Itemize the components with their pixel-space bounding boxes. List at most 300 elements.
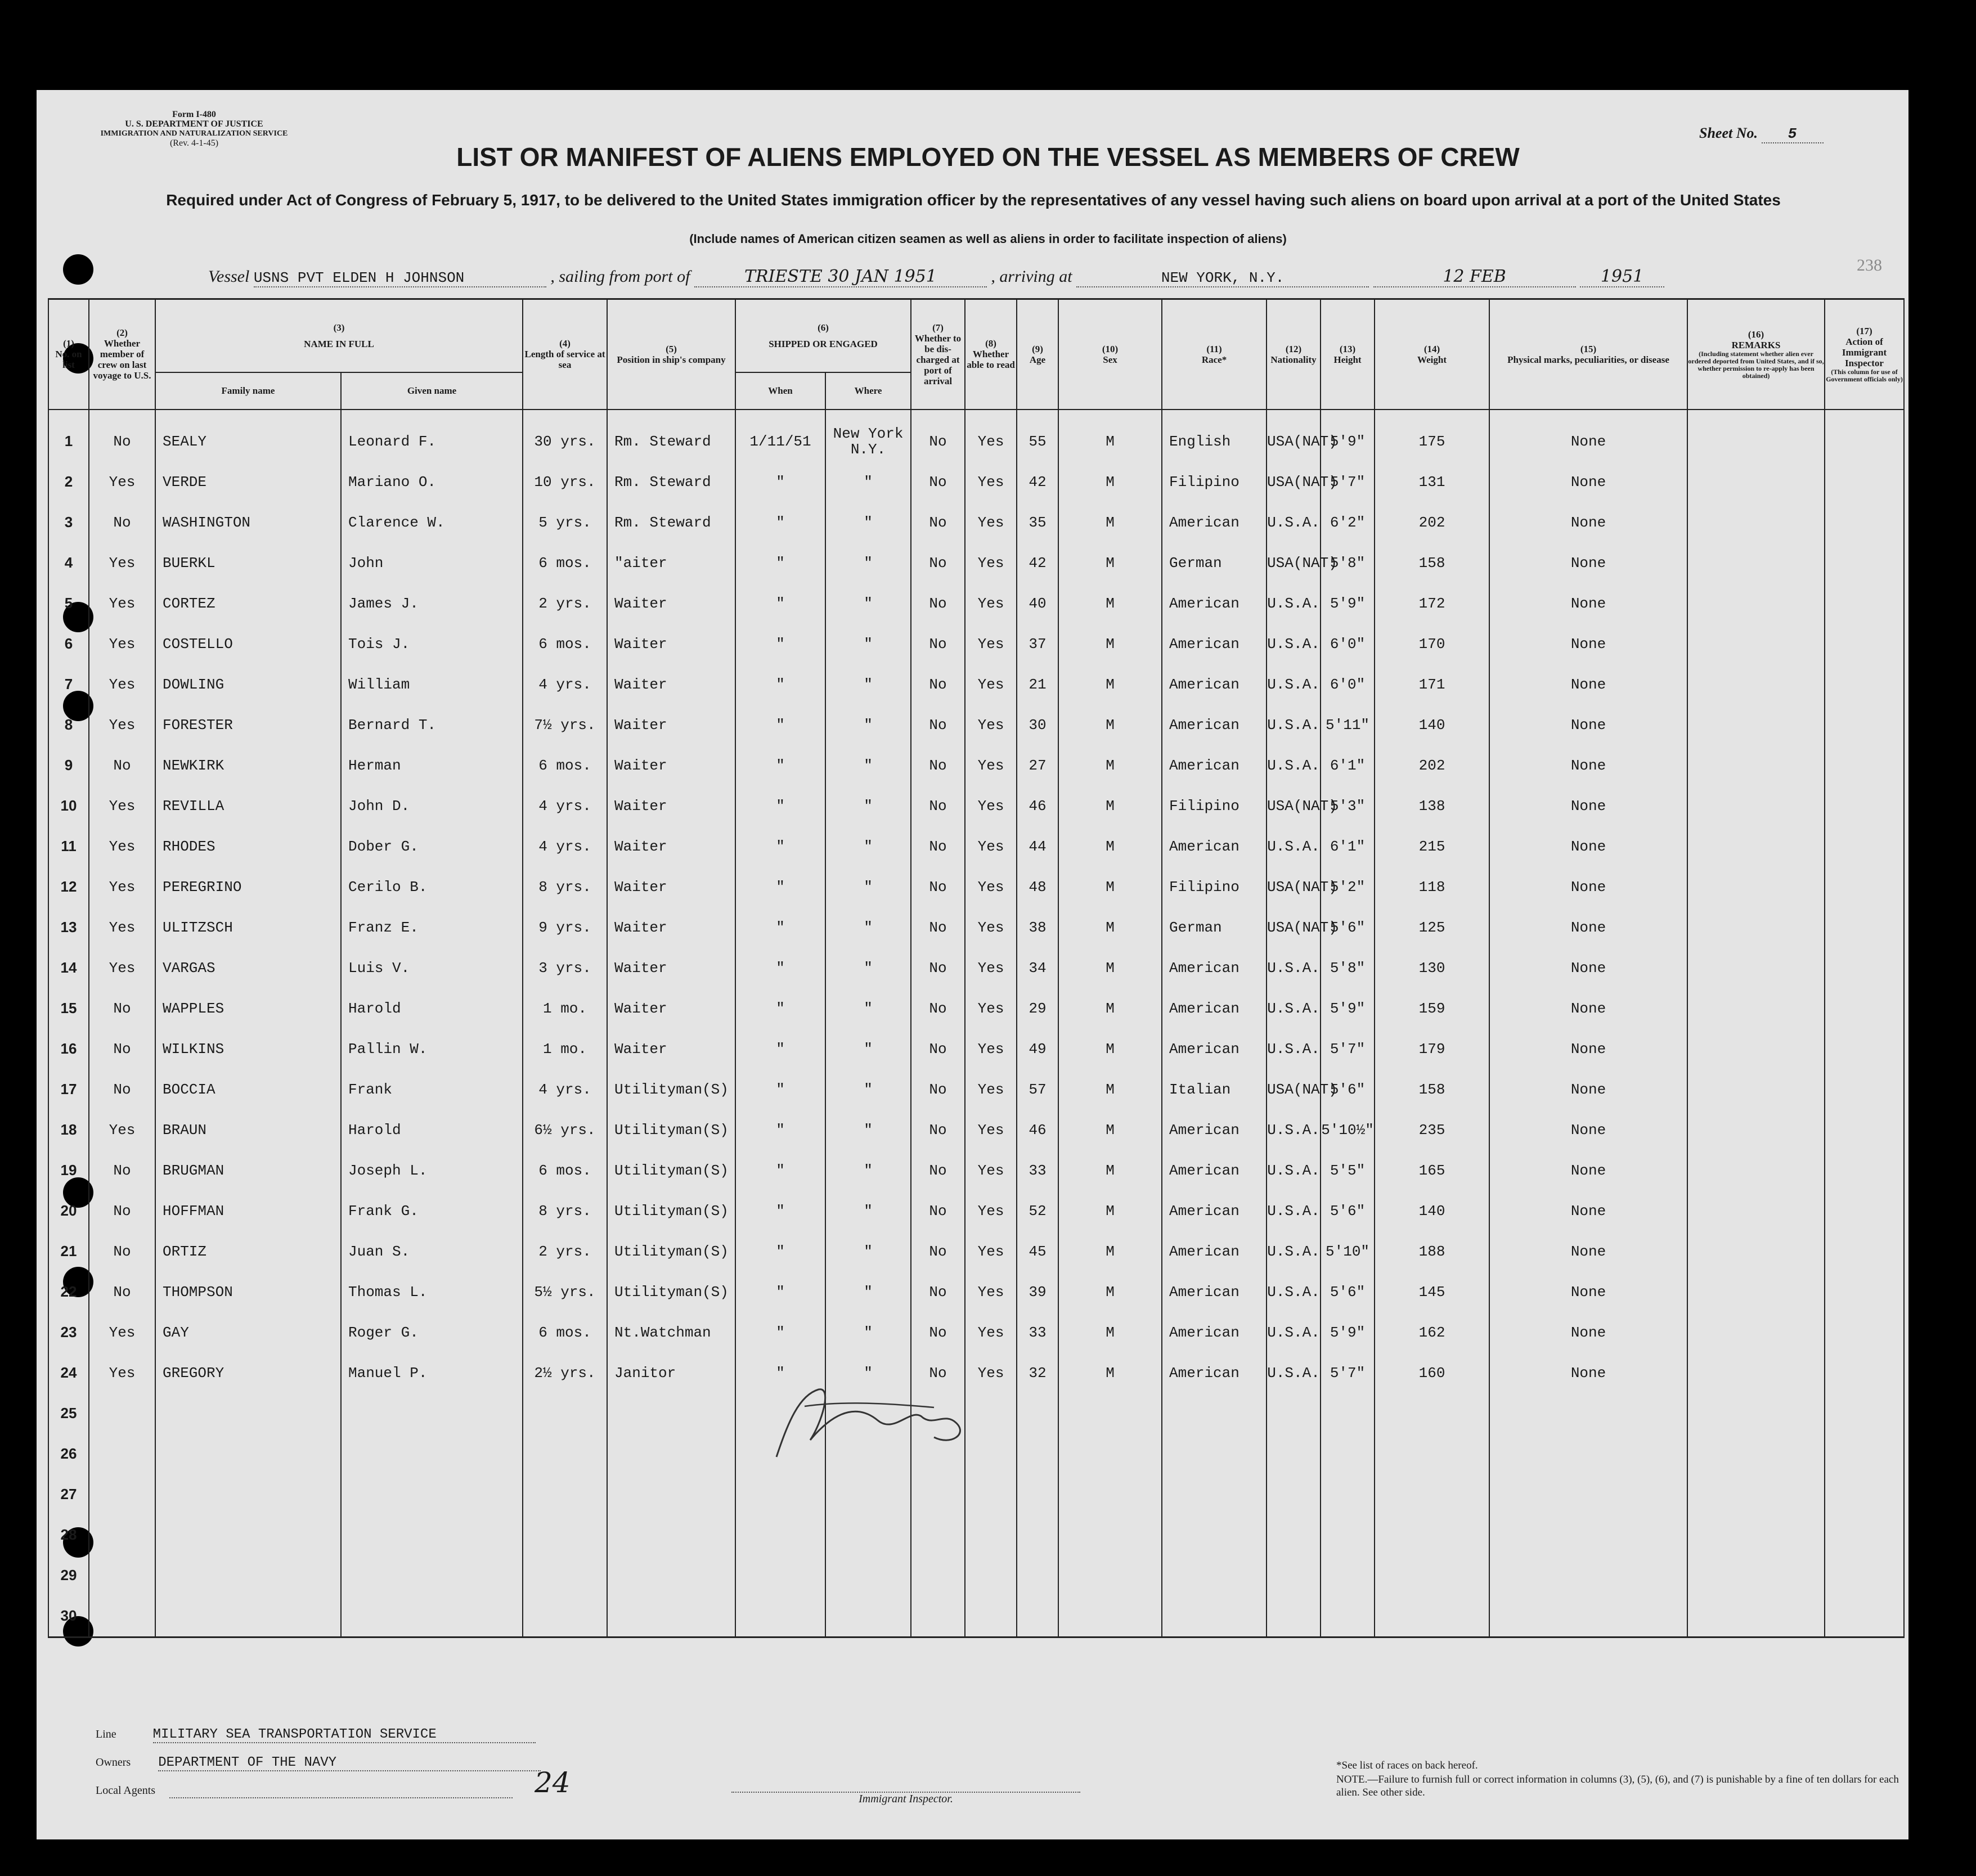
inspector-action-cell bbox=[1825, 543, 1904, 583]
weight-cell: 159 bbox=[1375, 988, 1489, 1029]
position-cell: Nt.Watchman bbox=[607, 1312, 735, 1353]
line-number-cell: 2 bbox=[48, 462, 89, 502]
given-name-cell: Thomas L. bbox=[341, 1272, 523, 1312]
col-header-nationality: (12) Nationality bbox=[1267, 299, 1321, 410]
sex-cell: M bbox=[1058, 867, 1162, 907]
col-header-sex: (10) Sex bbox=[1058, 299, 1162, 410]
family-name-cell: HOFFMAN bbox=[155, 1191, 341, 1231]
last-voyage-cell: No bbox=[89, 745, 155, 786]
col-header-given-name: Given name bbox=[341, 372, 523, 410]
last-voyage-cell: Yes bbox=[89, 705, 155, 745]
family-name-cell bbox=[155, 1393, 341, 1434]
shipped-where-cell: " bbox=[825, 583, 911, 624]
physical-marks-cell: None bbox=[1489, 1150, 1687, 1191]
family-name-cell: WASHINGTON bbox=[155, 502, 341, 543]
position-cell: Rm. Steward bbox=[607, 502, 735, 543]
inspector-action-cell bbox=[1825, 410, 1904, 462]
length-of-service-cell: 4 yrs. bbox=[523, 664, 607, 705]
weight-cell: 202 bbox=[1375, 502, 1489, 543]
owners-value: DEPARTMENT OF THE NAVY bbox=[158, 1755, 541, 1771]
shipped-when-cell: " bbox=[735, 1231, 825, 1272]
last-voyage-cell: Yes bbox=[89, 1312, 155, 1353]
inspector-action-cell bbox=[1825, 867, 1904, 907]
remarks-cell bbox=[1687, 907, 1825, 948]
remarks-cell bbox=[1687, 1555, 1825, 1596]
physical-marks-cell bbox=[1489, 1515, 1687, 1555]
shipped-when-cell: " bbox=[735, 745, 825, 786]
remarks-cell bbox=[1687, 1029, 1825, 1069]
sex-cell: M bbox=[1058, 624, 1162, 664]
sex-cell bbox=[1058, 1596, 1162, 1637]
able-to-read-cell: Yes bbox=[965, 543, 1017, 583]
length-of-service-cell: 2 yrs. bbox=[523, 1231, 607, 1272]
weight-cell: 160 bbox=[1375, 1353, 1489, 1393]
age-cell: 39 bbox=[1017, 1272, 1058, 1312]
family-name-cell bbox=[155, 1434, 341, 1474]
sex-cell: M bbox=[1058, 705, 1162, 745]
position-cell: Waiter bbox=[607, 1029, 735, 1069]
nationality-cell: U.S.A. bbox=[1267, 948, 1321, 988]
able-to-read-cell: Yes bbox=[965, 1231, 1017, 1272]
shipped-where-cell: " bbox=[825, 462, 911, 502]
shipped-when-cell: " bbox=[735, 624, 825, 664]
length-of-service-cell: 6 mos. bbox=[523, 745, 607, 786]
able-to-read-cell: Yes bbox=[965, 907, 1017, 948]
shipped-when-cell: " bbox=[735, 826, 825, 867]
inspector-action-cell bbox=[1825, 1231, 1904, 1272]
col-header-weight: (14) Weight bbox=[1375, 299, 1489, 410]
col-header-position: (5) Position in ship's company bbox=[607, 299, 735, 410]
col-header-marks: (15) Physical marks, peculiarities, or disease bbox=[1489, 299, 1687, 410]
height-cell: 5'7" bbox=[1321, 462, 1375, 502]
col-header-age: (9) Age bbox=[1017, 299, 1058, 410]
line-number-cell: 22 bbox=[48, 1272, 89, 1312]
inspector-action-cell bbox=[1825, 1515, 1904, 1555]
race-cell: American bbox=[1162, 705, 1267, 745]
nationality-cell: U.S.A. bbox=[1267, 1150, 1321, 1191]
shipped-where-cell: " bbox=[825, 624, 911, 664]
table-row bbox=[48, 1555, 1904, 1596]
shipped-when-cell: " bbox=[735, 988, 825, 1029]
last-voyage-cell: Yes bbox=[89, 948, 155, 988]
inspector-action-cell bbox=[1825, 462, 1904, 502]
age-cell: 35 bbox=[1017, 502, 1058, 543]
remarks-cell bbox=[1687, 1150, 1825, 1191]
remarks-cell bbox=[1687, 1596, 1825, 1637]
inspector-label: Immigrant Inspector. bbox=[859, 1793, 953, 1805]
position-cell bbox=[607, 1474, 735, 1515]
able-to-read-cell: Yes bbox=[965, 867, 1017, 907]
physical-marks-cell: None bbox=[1489, 624, 1687, 664]
shipped-where-cell: " bbox=[825, 664, 911, 705]
nationality-cell bbox=[1267, 1434, 1321, 1474]
discharged-cell: No bbox=[911, 1069, 965, 1110]
able-to-read-cell: Yes bbox=[965, 664, 1017, 705]
length-of-service-cell bbox=[523, 1515, 607, 1555]
sex-cell bbox=[1058, 1393, 1162, 1434]
last-voyage-cell: No bbox=[89, 410, 155, 462]
height-cell: 6'0" bbox=[1321, 624, 1375, 664]
able-to-read-cell: Yes bbox=[965, 1312, 1017, 1353]
height-cell: 5'10½" bbox=[1321, 1110, 1375, 1150]
shipped-when-cell bbox=[735, 1596, 825, 1637]
inspector-action-cell bbox=[1825, 502, 1904, 543]
remarks-cell bbox=[1687, 1434, 1825, 1474]
table-row bbox=[48, 1596, 1904, 1637]
length-of-service-cell: 10 yrs. bbox=[523, 462, 607, 502]
inspector-action-cell bbox=[1825, 1596, 1904, 1637]
height-cell: 5'6" bbox=[1321, 1069, 1375, 1110]
nationality-cell: U.S.A. bbox=[1267, 1029, 1321, 1069]
remarks-cell bbox=[1687, 1312, 1825, 1353]
given-name-cell bbox=[341, 1393, 523, 1434]
last-voyage-cell: Yes bbox=[89, 786, 155, 826]
weight-cell bbox=[1375, 1555, 1489, 1596]
sheet-label: Sheet No. bbox=[1699, 125, 1758, 141]
height-cell: 5'2" bbox=[1321, 867, 1375, 907]
length-of-service-cell bbox=[523, 1555, 607, 1596]
shipped-where-cell: New York N.Y. bbox=[825, 410, 911, 462]
position-cell bbox=[607, 1515, 735, 1555]
line-number-cell: 9 bbox=[48, 745, 89, 786]
remarks-cell bbox=[1687, 705, 1825, 745]
able-to-read-cell: Yes bbox=[965, 1353, 1017, 1393]
height-cell: 5'6" bbox=[1321, 1272, 1375, 1312]
family-name-cell: FORESTER bbox=[155, 705, 341, 745]
family-name-cell: ULITZSCH bbox=[155, 907, 341, 948]
family-name-cell: ORTIZ bbox=[155, 1231, 341, 1272]
remarks-cell bbox=[1687, 1272, 1825, 1312]
nationality-cell bbox=[1267, 1393, 1321, 1434]
sex-cell: M bbox=[1058, 745, 1162, 786]
line-label: Line bbox=[96, 1728, 116, 1740]
arrival-date: 12 FEB bbox=[1373, 267, 1576, 287]
age-cell bbox=[1017, 1393, 1058, 1434]
family-name-cell: COSTELLO bbox=[155, 624, 341, 664]
given-name-cell bbox=[341, 1555, 523, 1596]
subtitle: Required under Act of Congress of February 5, 1917, to be delivered to the United States immigration officer by the representatives of any vessel having such aliens on board upon arrival at a port of the United States bbox=[166, 191, 1781, 209]
nationality-cell: U.S.A. bbox=[1267, 502, 1321, 543]
family-name-cell: THOMPSON bbox=[155, 1272, 341, 1312]
given-name-cell: Mariano O. bbox=[341, 462, 523, 502]
sex-cell bbox=[1058, 1515, 1162, 1555]
line-number-cell: 15 bbox=[48, 988, 89, 1029]
table-row bbox=[48, 867, 1904, 907]
inspector-action-cell bbox=[1825, 1434, 1904, 1474]
given-name-cell: Joseph L. bbox=[341, 1150, 523, 1191]
weight-cell: 140 bbox=[1375, 1191, 1489, 1231]
table-row bbox=[48, 1150, 1904, 1191]
height-cell bbox=[1321, 1555, 1375, 1596]
line-number-cell: 14 bbox=[48, 948, 89, 988]
shipped-when-cell: " bbox=[735, 1191, 825, 1231]
nationality-cell: U.S.A. bbox=[1267, 1110, 1321, 1150]
sex-cell: M bbox=[1058, 988, 1162, 1029]
line-number-cell: 12 bbox=[48, 867, 89, 907]
physical-marks-cell: None bbox=[1489, 867, 1687, 907]
sex-cell: M bbox=[1058, 502, 1162, 543]
given-name-cell bbox=[341, 1474, 523, 1515]
race-cell: American bbox=[1162, 1029, 1267, 1069]
remarks-cell bbox=[1687, 745, 1825, 786]
position-cell: Waiter bbox=[607, 907, 735, 948]
shipped-when-cell: " bbox=[735, 462, 825, 502]
physical-marks-cell bbox=[1489, 1596, 1687, 1637]
inspector-line bbox=[731, 1780, 1080, 1793]
physical-marks-cell bbox=[1489, 1555, 1687, 1596]
weight-cell: 138 bbox=[1375, 786, 1489, 826]
age-cell: 34 bbox=[1017, 948, 1058, 988]
height-cell: 5'8" bbox=[1321, 543, 1375, 583]
line-number-cell: 11 bbox=[48, 826, 89, 867]
given-name-cell: Pallin W. bbox=[341, 1029, 523, 1069]
given-name-cell bbox=[341, 1434, 523, 1474]
page-title: LIST OR MANIFEST OF ALIENS EMPLOYED ON THE VESSEL AS MEMBERS OF CREW bbox=[456, 142, 1520, 172]
shipped-where-cell bbox=[825, 1555, 911, 1596]
length-of-service-cell: 9 yrs. bbox=[523, 907, 607, 948]
given-name-cell: Herman bbox=[341, 745, 523, 786]
remarks-cell bbox=[1687, 1353, 1825, 1393]
shipped-when-cell bbox=[735, 1555, 825, 1596]
race-cell: American bbox=[1162, 624, 1267, 664]
discharged-cell: No bbox=[911, 664, 965, 705]
weight-cell: 172 bbox=[1375, 583, 1489, 624]
physical-marks-cell: None bbox=[1489, 1312, 1687, 1353]
age-cell: 27 bbox=[1017, 745, 1058, 786]
race-cell: American bbox=[1162, 664, 1267, 705]
family-name-cell bbox=[155, 1515, 341, 1555]
physical-marks-cell: None bbox=[1489, 583, 1687, 624]
position-cell: Rm. Steward bbox=[607, 410, 735, 462]
discharged-cell: No bbox=[911, 826, 965, 867]
height-cell: 5'9" bbox=[1321, 410, 1375, 462]
physical-marks-cell: None bbox=[1489, 705, 1687, 745]
col-header-name: (3) NAME IN FULL bbox=[155, 299, 523, 372]
weight-cell: 165 bbox=[1375, 1150, 1489, 1191]
nationality-cell: USA(NAT) bbox=[1267, 1069, 1321, 1110]
line-number-cell: 26 bbox=[48, 1434, 89, 1474]
weight-cell: 202 bbox=[1375, 745, 1489, 786]
position-cell: Utilityman(S) bbox=[607, 1069, 735, 1110]
sex-cell: M bbox=[1058, 543, 1162, 583]
sheet-number bbox=[1699, 125, 1824, 143]
last-voyage-cell bbox=[89, 1393, 155, 1434]
remarks-cell bbox=[1687, 1515, 1825, 1555]
shipped-where-cell: " bbox=[825, 867, 911, 907]
age-cell bbox=[1017, 1555, 1058, 1596]
last-voyage-cell: No bbox=[89, 1231, 155, 1272]
col-header-remarks: (16) REMARKS (Including statement whether alien ever ordered deported from United States, and if so, whether permission to re-apply has been obtained) bbox=[1687, 299, 1825, 410]
nationality-cell: U.S.A. bbox=[1267, 705, 1321, 745]
length-of-service-cell bbox=[523, 1474, 607, 1515]
table-row bbox=[48, 907, 1904, 948]
age-cell: 21 bbox=[1017, 664, 1058, 705]
age-cell: 48 bbox=[1017, 867, 1058, 907]
remarks-cell bbox=[1687, 624, 1825, 664]
given-name-cell: Juan S. bbox=[341, 1231, 523, 1272]
last-voyage-cell: No bbox=[89, 1069, 155, 1110]
line-number-cell: 25 bbox=[48, 1393, 89, 1434]
nationality-cell: U.S.A. bbox=[1267, 1231, 1321, 1272]
length-of-service-cell: 4 yrs. bbox=[523, 1069, 607, 1110]
family-name-cell bbox=[155, 1596, 341, 1637]
remarks-cell bbox=[1687, 1069, 1825, 1110]
remarks-cell bbox=[1687, 1474, 1825, 1515]
height-cell: 5'6" bbox=[1321, 1191, 1375, 1231]
col-header-no: (1) No. on list bbox=[48, 299, 89, 410]
age-cell: 32 bbox=[1017, 1353, 1058, 1393]
inspector-action-cell bbox=[1825, 664, 1904, 705]
sailing-port: TRIESTE 30 JAN 1951 bbox=[694, 267, 987, 287]
age-cell bbox=[1017, 1474, 1058, 1515]
nationality-cell bbox=[1267, 1474, 1321, 1515]
weight-cell: 130 bbox=[1375, 948, 1489, 988]
line-number-cell: 28 bbox=[48, 1515, 89, 1555]
remarks-cell bbox=[1687, 543, 1825, 583]
sex-cell: M bbox=[1058, 1110, 1162, 1150]
inspector-action-cell bbox=[1825, 1191, 1904, 1231]
shipped-where-cell: " bbox=[825, 1029, 911, 1069]
weight-cell: 175 bbox=[1375, 410, 1489, 462]
length-of-service-cell: 4 yrs. bbox=[523, 826, 607, 867]
shipped-where-cell: " bbox=[825, 1110, 911, 1150]
service: IMMIGRATION AND NATURALIZATION SERVICE bbox=[100, 129, 288, 138]
given-name-cell: Luis V. bbox=[341, 948, 523, 988]
nationality-cell: U.S.A. bbox=[1267, 1353, 1321, 1393]
nationality-cell bbox=[1267, 1555, 1321, 1596]
table-row bbox=[48, 410, 1904, 462]
table-row bbox=[48, 583, 1904, 624]
length-of-service-cell bbox=[523, 1596, 607, 1637]
shipped-when-cell: " bbox=[735, 583, 825, 624]
sailing-label: , sailing from port of bbox=[550, 267, 690, 286]
physical-marks-cell: None bbox=[1489, 988, 1687, 1029]
table-row bbox=[48, 624, 1904, 664]
position-cell bbox=[607, 1393, 735, 1434]
discharged-cell: No bbox=[911, 786, 965, 826]
last-voyage-cell: Yes bbox=[89, 624, 155, 664]
line-number-cell: 16 bbox=[48, 1029, 89, 1069]
shipped-when-cell: " bbox=[735, 705, 825, 745]
sex-cell: M bbox=[1058, 1191, 1162, 1231]
weight-cell: 235 bbox=[1375, 1110, 1489, 1150]
age-cell: 55 bbox=[1017, 410, 1058, 462]
physical-marks-cell: None bbox=[1489, 1231, 1687, 1272]
inspector-action-cell bbox=[1825, 1150, 1904, 1191]
able-to-read-cell: Yes bbox=[965, 462, 1017, 502]
discharged-cell: No bbox=[911, 1029, 965, 1069]
able-to-read-cell: Yes bbox=[965, 624, 1017, 664]
length-of-service-cell: 6 mos. bbox=[523, 1150, 607, 1191]
position-cell: Utilityman(S) bbox=[607, 1150, 735, 1191]
table-row bbox=[48, 786, 1904, 826]
sex-cell: M bbox=[1058, 948, 1162, 988]
remarks-cell bbox=[1687, 664, 1825, 705]
given-name-cell: John D. bbox=[341, 786, 523, 826]
shipped-where-cell: " bbox=[825, 1191, 911, 1231]
age-cell: 37 bbox=[1017, 624, 1058, 664]
remarks-cell bbox=[1687, 786, 1825, 826]
sex-cell: M bbox=[1058, 1312, 1162, 1353]
weight-cell bbox=[1375, 1474, 1489, 1515]
last-voyage-cell bbox=[89, 1555, 155, 1596]
discharged-cell: No bbox=[911, 1272, 965, 1312]
given-name-cell: Frank bbox=[341, 1069, 523, 1110]
age-cell: 29 bbox=[1017, 988, 1058, 1029]
nationality-cell bbox=[1267, 1596, 1321, 1637]
height-cell: 5'7" bbox=[1321, 1353, 1375, 1393]
sex-cell bbox=[1058, 1474, 1162, 1515]
given-name-cell: Harold bbox=[341, 988, 523, 1029]
height-cell bbox=[1321, 1596, 1375, 1637]
able-to-read-cell: Yes bbox=[965, 786, 1017, 826]
length-of-service-cell: 2½ yrs. bbox=[523, 1353, 607, 1393]
nationality-cell: U.S.A. bbox=[1267, 1191, 1321, 1231]
inspector-action-cell bbox=[1825, 826, 1904, 867]
nationality-cell: USA(NAT) bbox=[1267, 786, 1321, 826]
race-cell: American bbox=[1162, 1191, 1267, 1231]
given-name-cell: Roger G. bbox=[341, 1312, 523, 1353]
remarks-cell bbox=[1687, 1231, 1825, 1272]
last-voyage-cell: Yes bbox=[89, 1353, 155, 1393]
age-cell bbox=[1017, 1596, 1058, 1637]
last-voyage-cell: No bbox=[89, 988, 155, 1029]
line-number-cell: 3 bbox=[48, 502, 89, 543]
able-to-read-cell bbox=[965, 1596, 1017, 1637]
position-cell: Waiter bbox=[607, 583, 735, 624]
position-cell: Waiter bbox=[607, 664, 735, 705]
able-to-read-cell: Yes bbox=[965, 705, 1017, 745]
inspector-action-cell bbox=[1825, 1312, 1904, 1353]
discharged-cell: No bbox=[911, 1150, 965, 1191]
last-voyage-cell: No bbox=[89, 1150, 155, 1191]
shipped-where-cell: " bbox=[825, 502, 911, 543]
age-cell: 42 bbox=[1017, 543, 1058, 583]
last-voyage-cell: Yes bbox=[89, 462, 155, 502]
race-cell: American bbox=[1162, 1312, 1267, 1353]
physical-marks-cell: None bbox=[1489, 502, 1687, 543]
position-cell: Utilityman(S) bbox=[607, 1272, 735, 1312]
position-cell: Waiter bbox=[607, 867, 735, 907]
race-cell: American bbox=[1162, 1272, 1267, 1312]
family-name-cell: BUERKL bbox=[155, 543, 341, 583]
physical-marks-cell: None bbox=[1489, 410, 1687, 462]
nationality-cell: USA(NAT) bbox=[1267, 867, 1321, 907]
table-row bbox=[48, 1272, 1904, 1312]
line-number-cell: 17 bbox=[48, 1069, 89, 1110]
race-cell bbox=[1162, 1434, 1267, 1474]
discharged-cell: No bbox=[911, 745, 965, 786]
length-of-service-cell: 6 mos. bbox=[523, 543, 607, 583]
sex-cell bbox=[1058, 1555, 1162, 1596]
physical-marks-cell: None bbox=[1489, 543, 1687, 583]
physical-marks-cell bbox=[1489, 1393, 1687, 1434]
table-row bbox=[48, 664, 1904, 705]
height-cell bbox=[1321, 1474, 1375, 1515]
family-name-cell: PEREGRINO bbox=[155, 867, 341, 907]
family-name-cell: WILKINS bbox=[155, 1029, 341, 1069]
arrival-year: 1951 bbox=[1580, 267, 1664, 287]
sex-cell: M bbox=[1058, 410, 1162, 462]
inspector-action-cell bbox=[1825, 1110, 1904, 1150]
shipped-where-cell: " bbox=[825, 786, 911, 826]
race-cell: American bbox=[1162, 948, 1267, 988]
col-header-shipped: (6) SHIPPED OR ENGAGED bbox=[735, 299, 911, 372]
length-of-service-cell: 6 mos. bbox=[523, 624, 607, 664]
remarks-cell bbox=[1687, 502, 1825, 543]
weight-cell: 131 bbox=[1375, 462, 1489, 502]
shipped-when-cell: " bbox=[735, 1069, 825, 1110]
